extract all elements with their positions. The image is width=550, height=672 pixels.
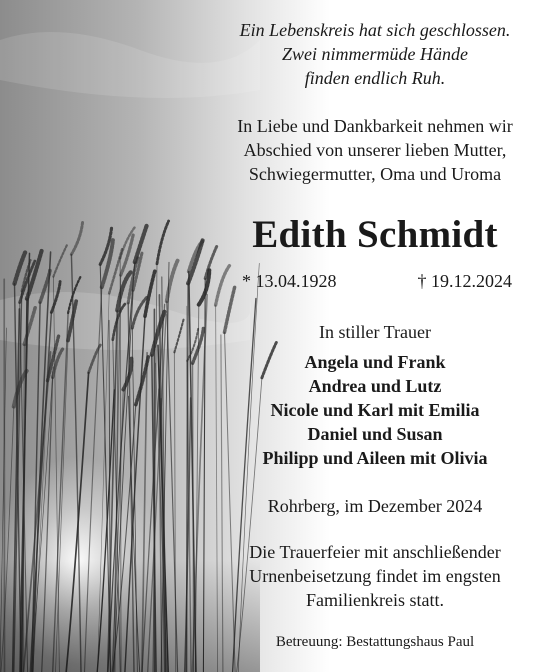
mourning-intro: In stiller Trauer (319, 322, 431, 342)
mourner-line: Andrea und Lutz (308, 376, 442, 396)
poem-line: finden endlich Ruh. (304, 68, 446, 88)
mourner-line: Angela und Frank (304, 352, 446, 372)
birth-date: * 13.04.1928 (242, 271, 337, 291)
funeral-info-line: Die Trauerfeier mit anschließender (249, 542, 501, 562)
mourner-line: Philipp und Aileen mit Olivia (262, 448, 488, 468)
funeral-info-line: Familienkreis statt. (306, 590, 444, 610)
undertaker-credit: Betreuung: Bestattungshaus Paul (275, 634, 475, 650)
funeral-info-line: Urnenbeisetzung findet im engsten (249, 566, 501, 586)
mourner-line: Daniel und Susan (307, 424, 443, 444)
mourner-line: Nicole und Karl mit Emilia (270, 400, 480, 420)
poem-line: Ein Lebenskreis hat sich geschlossen. (239, 20, 511, 40)
poem-line: Zwei nimmermüde Hände (282, 44, 468, 64)
deceased-name: Edith Schmidt (252, 213, 498, 256)
obituary-text (200, 0, 550, 672)
place-date: Rohrberg, im Dezember 2024 (267, 496, 483, 516)
intro-line: In Liebe und Dankbarkeit nehmen wir (237, 116, 513, 136)
intro-line: Schwiegermutter, Oma und Uroma (248, 164, 502, 184)
intro-line: Abschied von unserer lieben Mutter, (243, 140, 507, 160)
death-date: † 19.12.2024 (417, 271, 512, 291)
